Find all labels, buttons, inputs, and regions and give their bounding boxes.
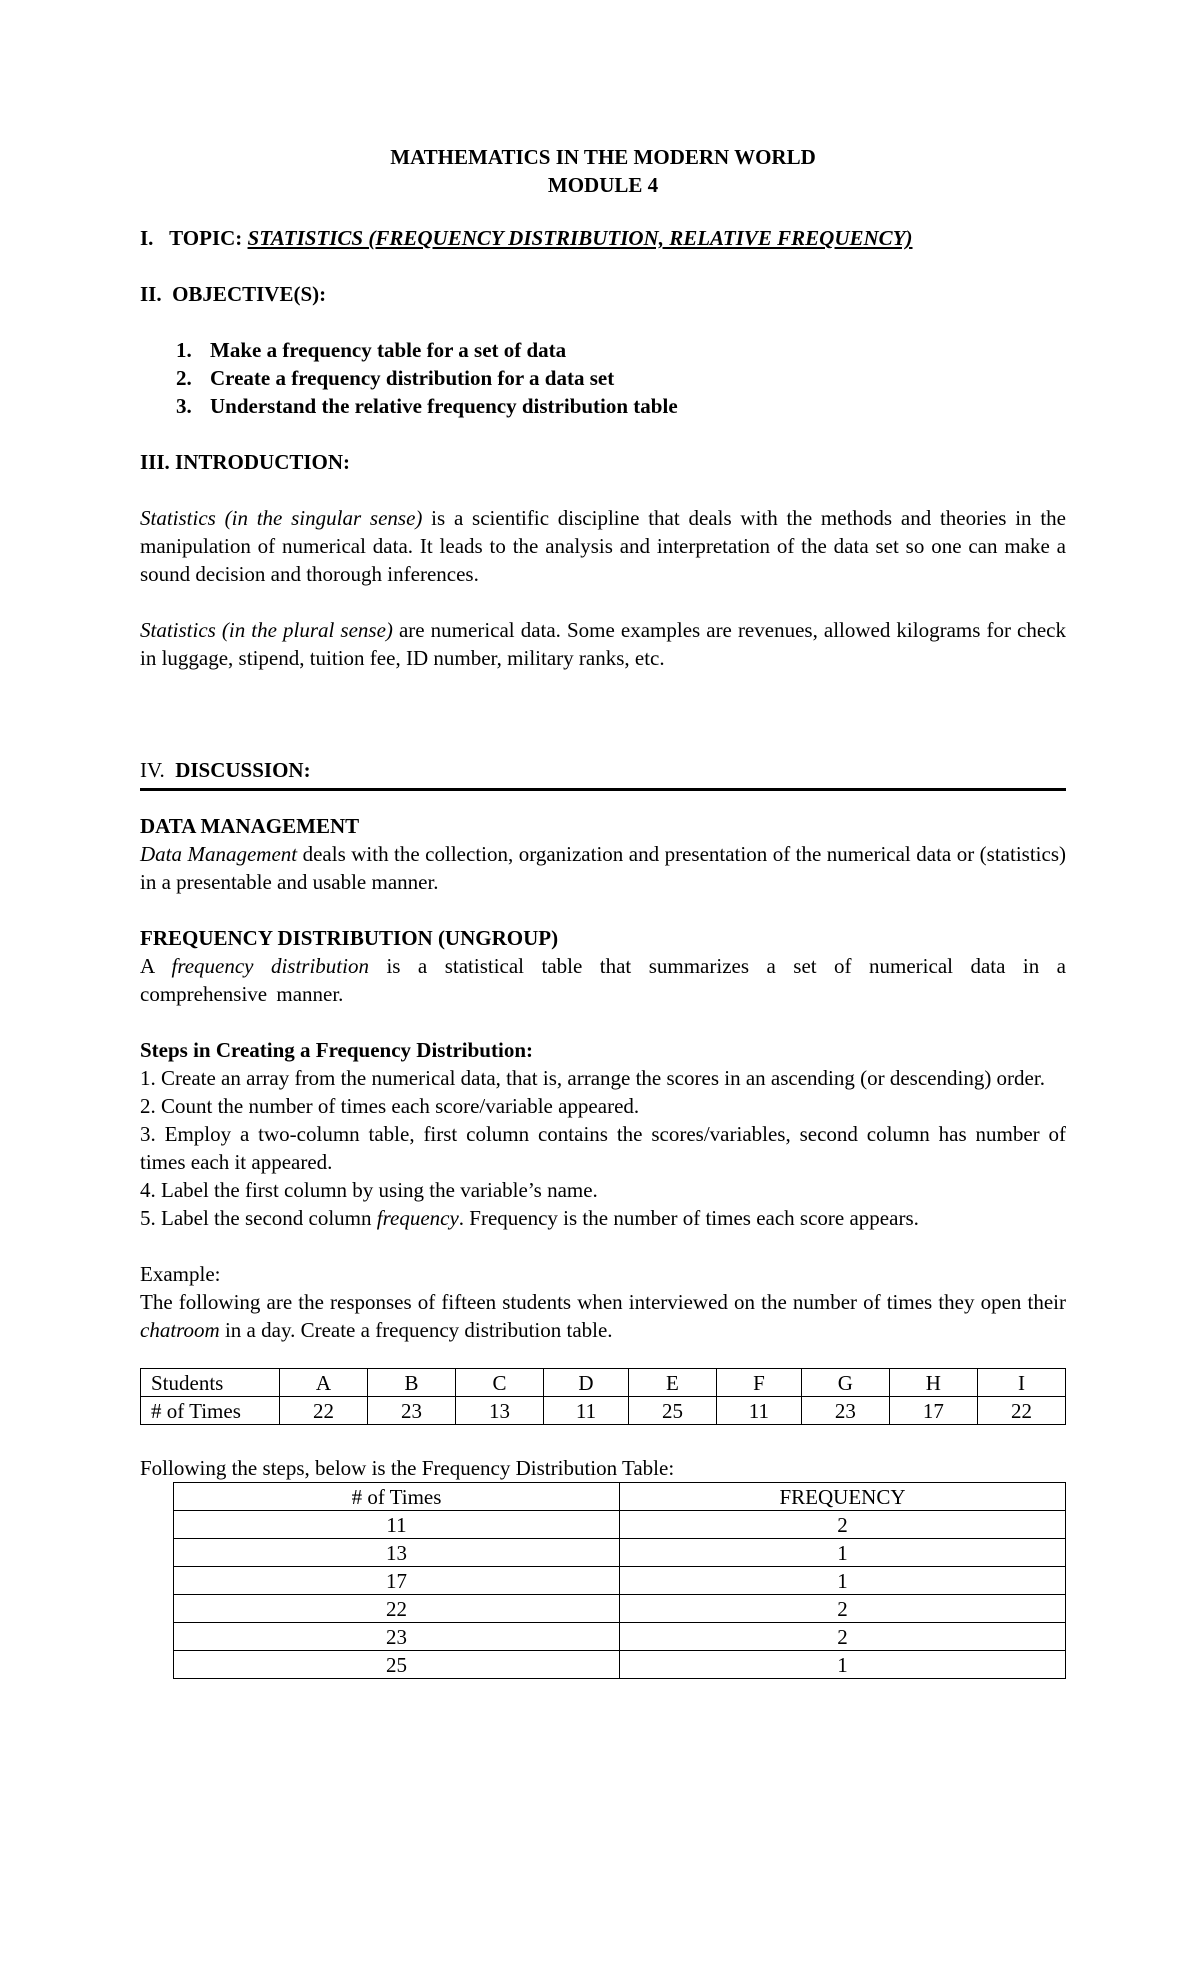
table-row: [141, 1369, 1066, 1397]
table-cell: D: [544, 1369, 629, 1397]
data-management-heading: DATA MANAGEMENT: [140, 814, 360, 838]
fd-term: frequency distribution: [171, 954, 369, 978]
table-cell: I: [977, 1369, 1065, 1397]
table-cell: H: [889, 1369, 977, 1397]
intro-paragraph-2: [140, 616, 1066, 672]
step-item: 5. Label the second column frequency. Frequency is the number of times each score appears.: [140, 1206, 919, 1230]
discussion-divider: [140, 788, 1066, 791]
steps-list: [140, 1064, 1066, 1232]
frequency-distribution-paragraph: A frequency distribution is a statistical table that summarizes a set of numerical data in a comprehensive manner.: [140, 954, 1067, 1006]
intro-p2-term: Statistics (in the plural sense): [140, 618, 393, 642]
table-cell: 1: [620, 1539, 1066, 1567]
table-cell: 2: [620, 1623, 1066, 1651]
example-label: Example:: [140, 1262, 221, 1286]
steps-heading: Steps in Creating a Frequency Distribution:: [140, 1038, 533, 1062]
example-term: chatroom: [140, 1318, 220, 1342]
introduction-heading: III. INTRODUCTION:: [140, 450, 351, 474]
table-cell: B: [368, 1369, 456, 1397]
frequency-table: [173, 1482, 1066, 1679]
step-item: 4. Label the first column by using the variable’s name.: [140, 1178, 598, 1202]
document-title: [140, 143, 1066, 199]
table-row: [174, 1567, 1066, 1595]
table-cell: E: [628, 1369, 716, 1397]
dm-term: Data Management: [140, 842, 298, 866]
data-management-paragraph: [140, 840, 1066, 896]
column-header: # of Times: [174, 1483, 620, 1511]
objectives-list: [140, 336, 678, 420]
intro-p1-text: is a scientific discipline that deals with the methods and theories in the manipulation of numerical data. It leads to the analysis and interpretation of the data set so one can make a sound decision and thorough inferences.: [140, 506, 1066, 586]
table-cell: 1: [620, 1567, 1066, 1595]
table-cell: A: [280, 1369, 368, 1397]
topic-text: STATISTICS (FREQUENCY DISTRIBUTION, RELATIVE FREQUENCY): [247, 226, 913, 250]
table-row: [174, 1651, 1066, 1679]
table-cell: 2: [620, 1595, 1066, 1623]
objective-item: 2. Create a frequency distribution for a data set: [176, 366, 615, 390]
dm-text: deals with the collection, organization and presentation of the numerical data or (statistics) in a presentable and usable manner.: [140, 842, 1066, 894]
objective-item: 1. Make a frequency table for a set of data: [176, 338, 567, 362]
frequency-distribution-heading: FREQUENCY DISTRIBUTION (UNGROUP): [140, 926, 559, 950]
title-line-2: MODULE 4: [547, 173, 659, 197]
discussion-heading: [140, 756, 1066, 791]
times-row-label: # of Times: [141, 1397, 280, 1425]
objective-item: 3. Understand the relative frequency distribution table: [176, 394, 678, 418]
table-cell: C: [456, 1369, 544, 1397]
table-cell: 17: [889, 1397, 977, 1425]
table-cell: 11: [716, 1397, 801, 1425]
table-cell: F: [716, 1369, 801, 1397]
table-cell: 23: [174, 1623, 620, 1651]
table-cell: 25: [174, 1651, 620, 1679]
table-row: [141, 1397, 1066, 1425]
students-table: [140, 1368, 1066, 1425]
topic-line: [140, 224, 913, 252]
table-row: [174, 1623, 1066, 1651]
table-cell: 23: [368, 1397, 456, 1425]
table-header-row: [174, 1483, 1066, 1511]
table-cell: 11: [174, 1511, 620, 1539]
table-cell: 2: [620, 1511, 1066, 1539]
table-cell: 23: [801, 1397, 889, 1425]
table-cell: 22: [174, 1595, 620, 1623]
intro-p1-term: Statistics (in the singular sense): [140, 506, 423, 530]
objectives-heading: II. OBJECTIVE(S):: [140, 282, 327, 306]
step-item: 3. Employ a two-column table, first column contains the scores/variables, second column has number of times each it appeared.: [140, 1122, 1066, 1174]
title-line-1: MATHEMATICS IN THE MODERN WORLD: [390, 145, 816, 169]
intro-p2-text: are numerical data. Some examples are revenues, allowed kilograms for check in luggage, stipend, tuition fee, ID number, military ranks, etc.: [140, 618, 1066, 670]
table-cell: G: [801, 1369, 889, 1397]
table-cell: 22: [977, 1397, 1065, 1425]
table-cell: 11: [544, 1397, 629, 1425]
topic-label: I. TOPIC:: [140, 226, 243, 250]
table-cell: 17: [174, 1567, 620, 1595]
students-row-label: Students: [141, 1369, 280, 1397]
step-item: 2. Count the number of times each score/variable appeared.: [140, 1094, 640, 1118]
intro-paragraph-1: [140, 504, 1066, 588]
step-item: 1. Create an array from the numerical data, that is, arrange the scores in an ascending (or descending) order.: [140, 1066, 1045, 1090]
table-cell: 1: [620, 1651, 1066, 1679]
table-cell: 22: [280, 1397, 368, 1425]
table-cell: 13: [456, 1397, 544, 1425]
example-paragraph: The following are the responses of fifteen students when interviewed on the number of times they open their chatroom in a day. Create a frequency distribution table.: [140, 1290, 1066, 1342]
table-cell: 25: [628, 1397, 716, 1425]
table-row: [174, 1595, 1066, 1623]
fd-text: is a statistical table that summarizes a set of numerical data in a comprehensive manner.: [140, 954, 1067, 1006]
column-header: FREQUENCY: [620, 1483, 1066, 1511]
table-row: [174, 1539, 1066, 1567]
frequency-table-caption: Following the steps, below is the Frequency Distribution Table:: [140, 1456, 675, 1480]
discussion-label: DISCUSSION:: [175, 758, 311, 782]
table-cell: 13: [174, 1539, 620, 1567]
table-row: [174, 1511, 1066, 1539]
discussion-num: IV.: [140, 758, 176, 782]
